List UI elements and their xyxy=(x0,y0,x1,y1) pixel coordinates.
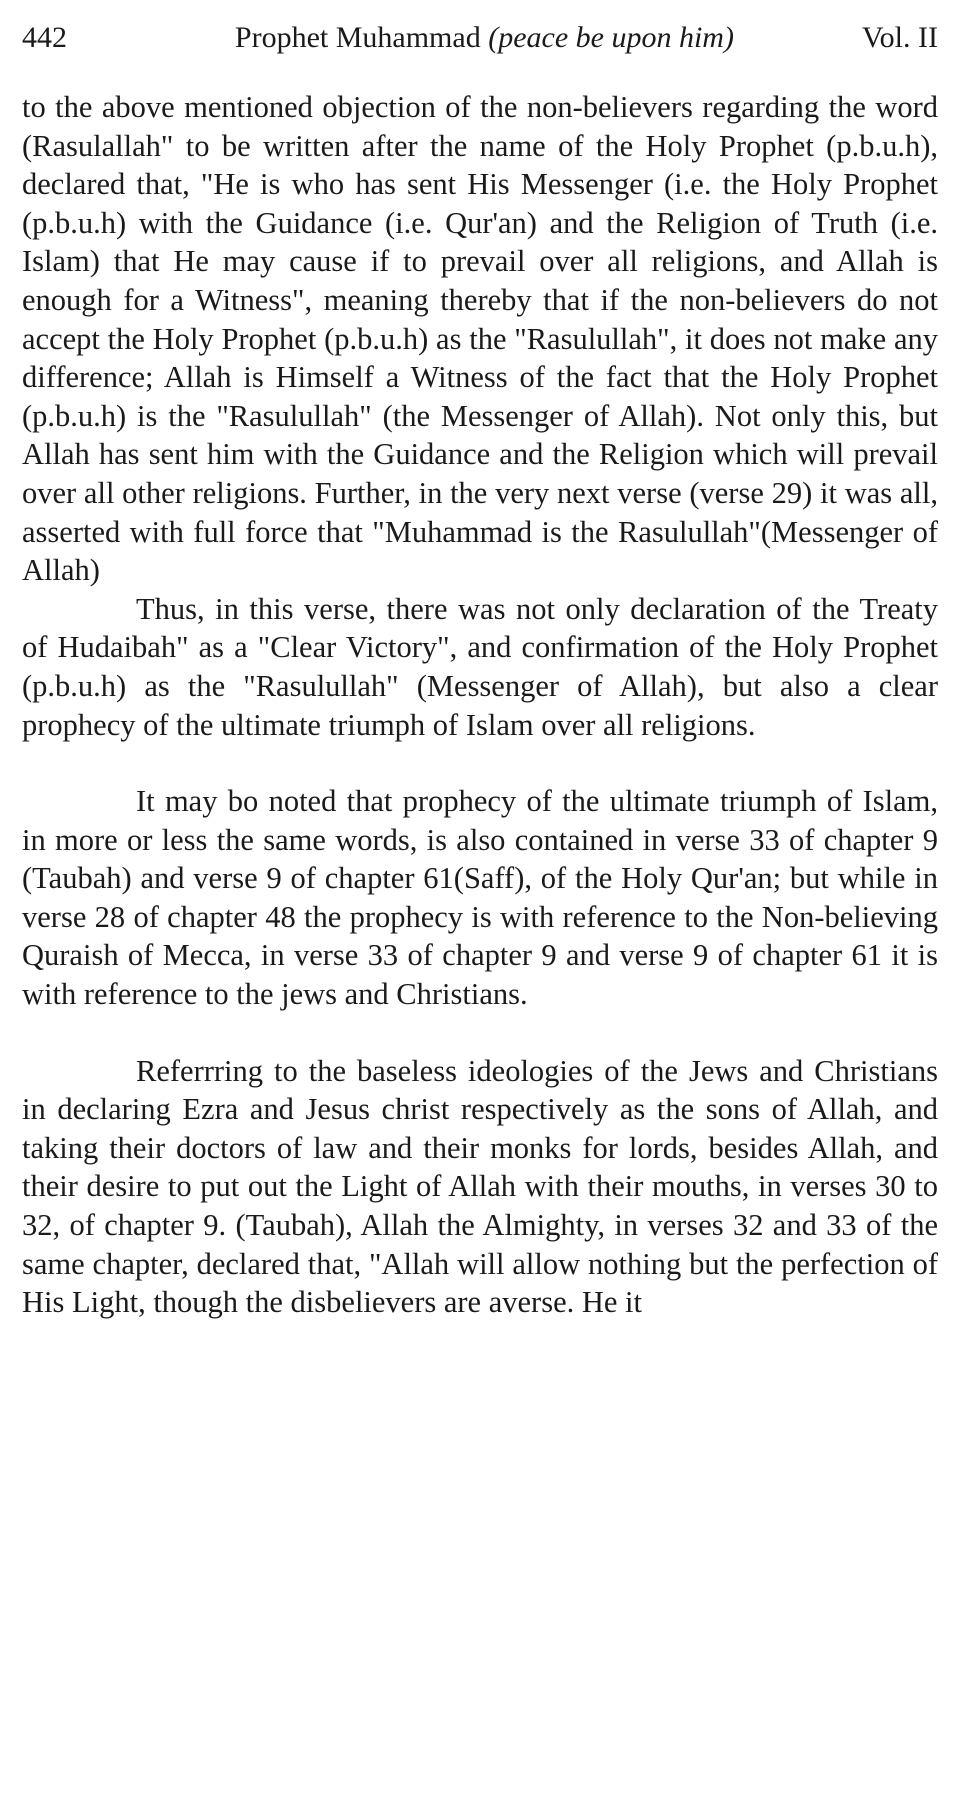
paragraph-3: It may bo noted that prophecy of the ultimate triumph of Islam, in more or less the same words, is also contained in verse 33 of chapter 9 (Taubah) and verse 9 of chapter 61(Saff), of the Holy Qur'an; but while in verse 28 of chapter 48 the prophecy is with reference to the Non-believing Quraish of Mecca, in verse 33 of chapter 9 and verse 9 of chapter 61 it is with reference to the jews and Christians. xyxy=(22,784,938,1012)
paragraph-2: Thus, in this verse, there was not only declaration of the Treaty of Hudaibah" as a "Clear Victory", and confirmation of the Holy Prophet (p.b.u.h) as the "Rasulullah" (Messenger of Allah), but also a clear prophecy of the ultimate triumph of Islam over all religions. xyxy=(22,591,938,742)
running-title-main: Prophet Muhammad xyxy=(234,21,489,54)
paragraph-gap xyxy=(22,1014,938,1052)
volume-label: Vol. II xyxy=(861,21,938,54)
running-title-italic: (peace be upon him) xyxy=(488,21,734,54)
paragraph-1: to the above mentioned objection of the non-believers regarding the word (Rasulallah" to be written after the name of the Holy Prophet (p.b.u.h), declared that, "He is who has sent His Messenger (i.e. the Holy Prophet (p.b.u.h) with the Guidance (i.e. Qur'an) and the Religion of Truth (i.e. Islam) that He may cause if to prevail over all religions, and Allah is enough for a Witness", meaning thereby that if the non-believers do not accept the Holy Prophet (p.b.u.h) as the "Rasulullah", it does not make any difference; Allah is Himself a Witness of the fact that the Holy Prophet (p.b.u.h) is the "Rasulullah" (the Messenger of Allah). Not only this, but Allah has sent him with the Guidance and the Religion which will prevail over all other religions. Further, in the very next verse (verse 29) it was all, asserted with full force that "Muhammad is the Rasulullah"(Messenger of Allah) xyxy=(22,90,938,588)
running-title xyxy=(67,18,862,58)
paragraph-4: Referrring to the baseless ideologies of the Jews and Christians in declaring Ezra and Jesus christ respectively as the sons of Allah, and taking their doctors of law and their monks for lords, besides Allah, and their desire to put out the Light of Allah with their mouths, in verses 30 to 32, of chapter 9. (Taubah), Allah the Almighty, in verses 32 and 33 of the same chapter, declared that, "Allah will allow nothing but the perfection of His Light, though the disbelievers are averse. He it xyxy=(22,1053,938,1320)
paragraph-gap xyxy=(22,744,938,782)
book-page xyxy=(22,18,938,1322)
page-number: 442 xyxy=(22,21,67,54)
running-header xyxy=(22,18,938,58)
